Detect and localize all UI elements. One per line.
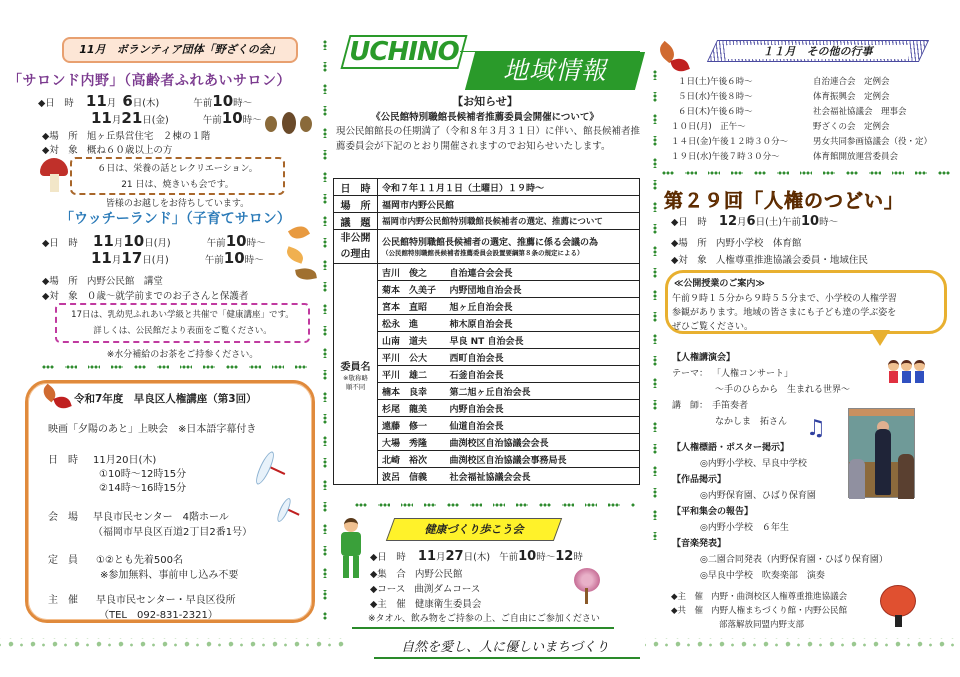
center-divider-dots [355, 503, 635, 507]
jinken-capacity-label: 定 員 [48, 555, 78, 566]
committee-table [333, 178, 640, 485]
table-row [334, 468, 640, 485]
member-role: 内野自治会長 [446, 400, 640, 417]
salon-date-row-2 [91, 109, 262, 127]
lecture-heading: 【人権講演会】 [672, 353, 736, 363]
date-m: 月 [436, 552, 446, 563]
table-row [334, 264, 640, 281]
members-note: 順不同 [345, 382, 366, 391]
jinken-venue: 早良市民センター 4階ホール [93, 512, 229, 523]
jinken-host-label: 主 催 [48, 595, 78, 606]
time-from: 10 [518, 549, 537, 564]
table-row [334, 434, 640, 451]
open-class-line: 参観があります。地域の皆さまにも子ども達の学ぶ姿を [672, 308, 897, 318]
leaf-icon [295, 266, 317, 281]
autumn-tree-illustration [880, 585, 916, 627]
date-m: 月 [111, 115, 122, 126]
jinken-lecture-box [25, 380, 315, 623]
member-role: 柿木原自治会長 [446, 315, 640, 332]
member-name: 松永 進 [378, 315, 446, 332]
walking-person-illustration [336, 518, 366, 580]
walk-course [370, 581, 480, 595]
salon-note: 21 日は、焼きいも会です。 [121, 180, 234, 190]
course-label: ◆コース [370, 584, 406, 595]
bottom-dots-right [645, 638, 960, 650]
date-d: 日(土)午前 [755, 217, 801, 228]
leaf-icon [284, 246, 305, 263]
date-label: ◆日 時 [38, 98, 74, 109]
target-value: ０歳～就学前までのお子さんと保護者 [86, 291, 249, 302]
table-row [334, 230, 640, 264]
table-label: 場 所 [334, 196, 378, 213]
jinken-datetime-label: 日 時 [48, 455, 78, 466]
notice-subheading: 《公民館特別職館長候補者推薦委員会開催について》 [371, 112, 599, 123]
jinken-date: 11月20日(木) [93, 455, 157, 466]
member-role: 第二旭ヶ丘自治会長 [446, 383, 640, 400]
date-m: 月 [111, 255, 122, 266]
time-hour: 10 [221, 109, 243, 127]
jinken-host: 早良市民センター・早良区役所 [96, 595, 236, 606]
time-hour: 10 [800, 214, 820, 229]
time-suffix: 時～ [246, 238, 266, 249]
watchy-date-row-2 [91, 249, 264, 267]
table-row [334, 332, 640, 349]
date-month: 11 [417, 549, 436, 564]
members-label-cell [334, 264, 378, 485]
leaf-icon [288, 222, 310, 242]
date-day: 6 [746, 214, 756, 229]
notice-body: 現公民館館長の任期満了（令和８年３月３１日）に伴い、館長候補者推薦委員会が下記のとおり開催されますのでお知らせいたします。 [336, 126, 641, 152]
date-m: 月 [737, 217, 747, 228]
host-label: ◆主 催 [671, 592, 704, 602]
works-value: ◎内野保育園、ひばり保育園 [700, 491, 816, 501]
salon-note: ６日は、栄養の話とレクリエーション。 [97, 164, 258, 174]
date-month: 11 [85, 92, 107, 110]
peace-value: ◎内野小学校 ６年生 [700, 523, 789, 533]
jinken-venue-label: 会 場 [48, 512, 78, 523]
host-value: 内野・曲渕校区人権尊重推進協議会 [711, 592, 848, 602]
theme-subtitle: ～手のひらから 生まれる世界～ [715, 385, 851, 395]
jinken-lecture-title: 令和7年度 早良区人権講座（第3回） [74, 393, 257, 405]
place-value: 旭ヶ丘県営住宅 ２棟の１階 [86, 131, 211, 142]
place-value: 内野小学校 体育館 [715, 238, 802, 249]
member-name: 吉川 俊之 [378, 264, 446, 281]
target-label: ◆対 象 [42, 145, 78, 156]
speaker-name: なかしま 拓さん [715, 417, 788, 427]
table-row [334, 417, 640, 434]
dragonfly-illustration [278, 497, 298, 525]
member-name: 山南 道夫 [378, 332, 446, 349]
table-row [334, 451, 640, 468]
place-label: ◆場 所 [671, 238, 707, 249]
date-m: 月 [106, 98, 117, 109]
left-column-divider [323, 40, 327, 620]
member-role: 曲渕校区自治協議会事務局長 [446, 451, 640, 468]
table-row [334, 179, 640, 196]
jinken-session-1: ①10時～12時15分 [99, 469, 187, 480]
table-value: 福岡市内野公民館 [378, 196, 640, 213]
table-label: 日 時 [334, 179, 378, 196]
salon-title: 「サロンド内野」（高齢者ふれあいサロン） [8, 73, 291, 89]
member-role: 早良 NT 自治会長 [446, 332, 640, 349]
target-value: 人権尊重推進協議会委員・地域住民 [715, 255, 868, 266]
time-hour: 10 [223, 249, 245, 267]
member-name: 菊本 久美子 [378, 281, 446, 298]
watchy-note: 17日は、乳幼児ふれあい学級と共催で「健康講座」です。 [71, 310, 294, 320]
watchy-footer: ※水分補給のお茶をご持参ください。 [106, 350, 259, 360]
table-label: 非公開の理由 [334, 230, 378, 264]
date-day: 27 [445, 549, 464, 564]
event-date: ６日(木)午後６時～ [678, 107, 753, 117]
target-label: ◆対 象 [42, 291, 78, 302]
member-role: 曲渕校区自治協議会会長 [446, 434, 640, 451]
target-value: 概ね６０歳以上の方 [86, 145, 173, 156]
jinken-address: （福岡市早良区百道2丁目2番1号） [93, 527, 253, 538]
date-d: 日(金) [142, 115, 169, 126]
member-name: 大場 秀隆 [378, 434, 446, 451]
member-name: 杉尾 龍美 [378, 400, 446, 417]
jinken-lecture-movie: 映画「夕陽のあと」上映会 ※日本語字幕付き [48, 424, 257, 435]
cohost-value-2: 部落解放同盟内野支部 [719, 620, 805, 630]
date-day: 17 [121, 249, 143, 267]
reason-note: （公民館特別職館長候補者推薦委員会設置要綱第８条の規定による） [382, 249, 584, 257]
jinken-gathering-title: 第２９回「人権のつどい」 [664, 190, 905, 212]
member-name: 北崎 裕次 [378, 451, 446, 468]
members-label: 委員名 [340, 361, 371, 373]
jinken-capacity-note: ※参加無料、事前申し込み不要 [100, 570, 239, 581]
member-name: 平川 雄二 [378, 366, 446, 383]
date-d: 日(木) [463, 552, 491, 563]
right-column-divider [653, 70, 657, 540]
walk-title-text: 健康づくり歩こう会 [424, 523, 524, 536]
watchy-place [42, 273, 163, 287]
cohost-label: ◆共 催 [671, 606, 704, 616]
time-prefix: 午前 [499, 552, 519, 563]
meet-value: 内野公民館 [414, 569, 463, 580]
date-label: ◆日 時 [42, 238, 78, 249]
watchy-land-title: 「ウッチーランド」（子育てサロン） [60, 211, 291, 227]
member-role: 西町自治会長 [446, 349, 640, 366]
date-day: 6 [122, 92, 133, 110]
event-name: 社会福祉協議会 理事会 [813, 107, 907, 117]
time-prefix: 午前 [202, 115, 222, 126]
target-label: ◆対 象 [671, 255, 707, 266]
date-d: 日(月) [142, 255, 169, 266]
date-d: 日(木) [132, 98, 160, 109]
member-name: 遠藤 修一 [378, 417, 446, 434]
member-role: 石釜自治会長 [446, 366, 640, 383]
date-d: 日(月) [144, 238, 171, 249]
table-row [334, 383, 640, 400]
jinken-target [671, 252, 868, 266]
event-date: １０日(月) 正午～ [671, 122, 746, 132]
slogan-top-rule [352, 627, 614, 629]
other-events-title-text: １１月 その他の行事 [727, 45, 909, 59]
poster-heading: 【人権標語・ポスター掲示】 [672, 443, 790, 453]
table-row [334, 349, 640, 366]
music-value: ◎二園合同発表（内野保育園・ひばり保育園） [700, 555, 888, 565]
time-hour: 10 [225, 232, 247, 250]
theme-value: 「人権コンサート」 [712, 369, 794, 379]
jinken-capacity: ①②とも先着500名 [96, 555, 184, 566]
time-suffix: 時～ [244, 255, 264, 266]
chiiki-joho-logo [465, 52, 645, 90]
members-note: ※敬称略 [343, 373, 368, 382]
walk-date [370, 549, 583, 564]
member-name: 波呂 信義 [378, 468, 446, 485]
place-label: ◆場 所 [42, 276, 78, 287]
member-name: 宮本 直昭 [378, 298, 446, 315]
event-date: ５日(水)午後８時～ [678, 92, 753, 102]
salon-footer: 皆様のお越しをお待ちしています。 [105, 199, 250, 209]
music-note-icon: ♫ [806, 416, 826, 441]
volunteer-group-title: 11月 ボランティア団体「野ざくの会」 [62, 37, 298, 63]
watchy-note: 詳しくは、公民館だより表面をご覧ください。 [93, 326, 272, 336]
jinken-place [671, 235, 801, 249]
works-heading: 【作品掲示】 [672, 475, 727, 485]
table-value: 福岡市内野公民館特別職館長候補者の選定、推薦について [378, 213, 640, 230]
jinken-date [671, 214, 838, 229]
table-label: 議 題 [334, 213, 378, 230]
right-divider-dots [662, 171, 952, 175]
time-suffix: 時 [573, 552, 583, 563]
watchy-date-row-1 [42, 232, 266, 250]
watchy-notes-box [55, 303, 310, 343]
mushroom-illustration [40, 158, 70, 194]
reason-text: 公民館特別職館長候補者の選定、推薦に係る会議の為 [382, 238, 599, 248]
date-month: 12 [718, 214, 737, 229]
other-events-title [707, 40, 929, 62]
open-class-line: 午前９時１５分から９時５５分まで、小学校の人権学習 [672, 294, 897, 304]
time-to: 12 [555, 549, 574, 564]
table-row [334, 196, 640, 213]
table-row [334, 281, 640, 298]
theme-label: テーマ： [672, 369, 709, 379]
member-role: 旭ヶ丘自治会長 [446, 298, 640, 315]
speaker-title: 手笛奏者 [712, 401, 749, 411]
slogan: 自然を愛し、人に優しいまちづくり [401, 640, 609, 655]
notice-heading: 【お知らせ】 [452, 95, 518, 108]
logo-text: UCHINO [349, 37, 459, 67]
host-value: 健康衛生委員会 [414, 599, 482, 610]
salon-target [42, 142, 172, 156]
blossom-tree-illustration [572, 568, 602, 604]
uchino-logo [340, 35, 467, 69]
member-name: 平川 公大 [378, 349, 446, 366]
walk-meet [370, 566, 462, 580]
date-month: 11 [91, 249, 112, 267]
member-role: 内野団地自治会長 [446, 281, 640, 298]
watchy-target [42, 288, 248, 302]
time-prefix: 午前 [204, 255, 224, 266]
bubble-tail [870, 330, 890, 346]
open-class-title: ≪公開授業のご案内≫ [674, 279, 765, 289]
meet-label: ◆集 合 [370, 569, 406, 580]
logo-jp-text: 地域情報 [502, 56, 607, 85]
table-row [334, 366, 640, 383]
table-row [334, 298, 640, 315]
open-class-line: ぜひご覧ください。 [672, 322, 754, 332]
date-month: 11 [92, 232, 114, 250]
date-label: ◆日 時 [370, 552, 406, 563]
table-row [334, 315, 640, 332]
date-m: 月 [113, 238, 124, 249]
table-value [378, 230, 640, 264]
host-label: ◆主 催 [370, 599, 406, 610]
date-month: 11 [91, 109, 112, 127]
member-role: 社会福祉協議会会長 [446, 468, 640, 485]
time-suffix: 時～ [242, 115, 262, 126]
event-name: 自治連合会 定例会 [813, 77, 890, 87]
table-row [334, 213, 640, 230]
date-day: 21 [121, 109, 143, 127]
walk-note: ※タオル、飲み物をご持参の上、ご自由にご参加ください [368, 614, 600, 624]
walk-event-title [386, 518, 562, 541]
table-value: 令和７年１１月１日（土曜日）１９時～ [378, 179, 640, 196]
children-illustration [888, 360, 928, 386]
event-date: １４日(金)午後１２時３０分～ [671, 137, 789, 147]
dragonfly-illustration [258, 450, 284, 488]
time-prefix: 午前 [193, 98, 213, 109]
salon-notes-box [70, 157, 285, 195]
walk-host [370, 596, 481, 610]
performer-photo [848, 408, 915, 498]
left-divider-dots [42, 365, 312, 369]
bottom-dots-left [0, 638, 350, 650]
place-label: ◆場 所 [42, 131, 78, 142]
member-role: 仙道自治会長 [446, 417, 640, 434]
member-name: 楠本 良幸 [378, 383, 446, 400]
event-date: １９日(水)午後７時３０分～ [671, 152, 780, 162]
jinken-tel: （TEL 092-831-2321） [99, 610, 218, 621]
event-name: 体育館開放運営委員会 [813, 152, 899, 162]
music-heading: 【音楽発表】 [672, 539, 727, 549]
music-value: ◎早良中学校 吹奏楽部 演奏 [700, 571, 825, 581]
date-label: ◆日 時 [671, 217, 707, 228]
salon-date-row-1 [38, 92, 252, 110]
event-name: 体育振興会 定例会 [813, 92, 890, 102]
table-row [334, 400, 640, 417]
speaker-label: 講 師： [672, 401, 709, 411]
date-day: 10 [123, 232, 145, 250]
event-name: 男女共同参画協議会（役・定） [813, 137, 933, 147]
peace-heading: 【平和集会の報告】 [672, 507, 754, 517]
member-role: 自治連合会会長 [446, 264, 640, 281]
time-suffix: 時～ [233, 98, 253, 109]
time-mid: 時～ [536, 552, 556, 563]
time-prefix: 午前 [206, 238, 226, 249]
host-row [671, 590, 847, 602]
cohost-value: 内野人権まちづくり館・内野公民館 [711, 606, 848, 616]
event-date: １日(土)午後６時～ [678, 77, 753, 87]
slogan-bottom-rule [374, 657, 640, 659]
poster-value: ◎内野小学校、早良中学校 [700, 459, 807, 469]
salon-place [42, 128, 210, 142]
jinken-session-2: ②14時～16時15分 [99, 483, 187, 494]
time-hour: 10 [212, 92, 234, 110]
course-value: 曲渕ダムコース [414, 584, 481, 595]
time-suffix: 時～ [819, 217, 839, 228]
place-value: 内野公民館 講堂 [86, 276, 163, 287]
cohost-row [671, 604, 847, 616]
bees-illustration [265, 110, 315, 138]
event-name: 野ざくの会 定例会 [813, 122, 890, 132]
